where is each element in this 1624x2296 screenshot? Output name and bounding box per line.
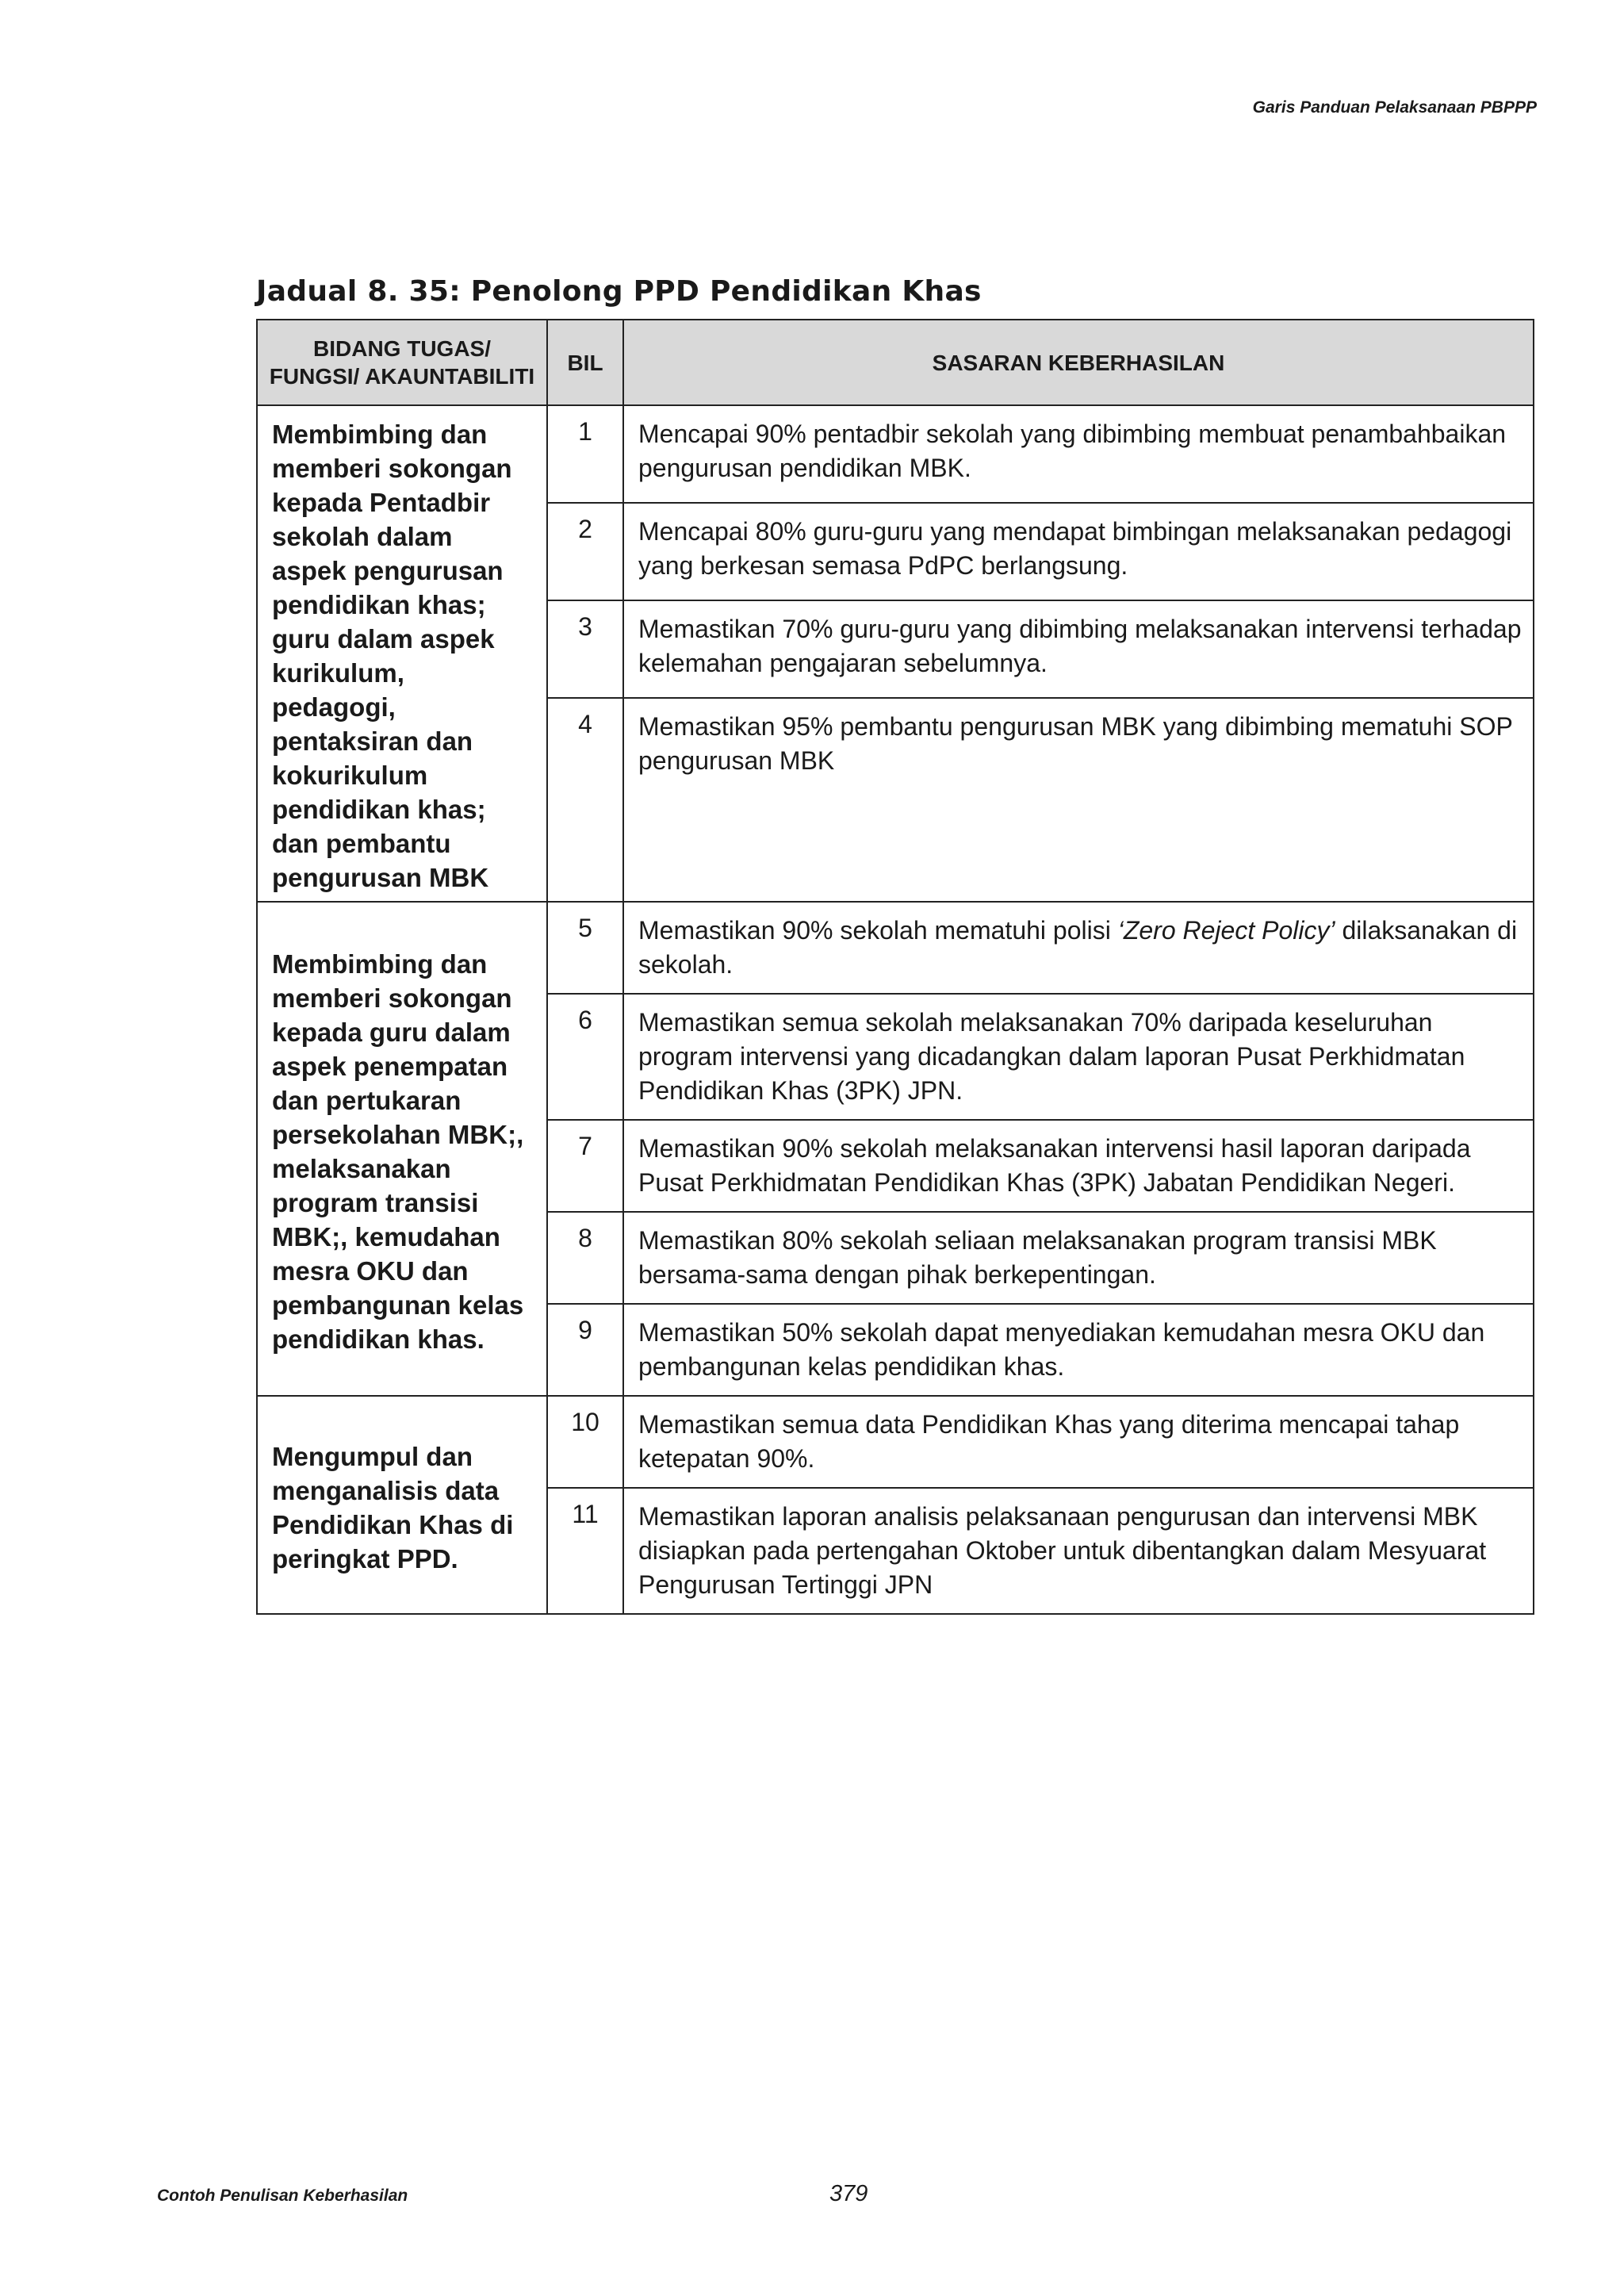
target-cell: Mencapai 90% pentadbir sekolah yang dibimbing membuat penambahbaikan pengurusan pendidikan MBK.: [623, 405, 1534, 503]
bil-cell: 5: [547, 902, 623, 994]
target-cell: Memastikan semua data Pendidikan Khas yang diterima mencapai tahap ketepatan 90%.: [623, 1396, 1534, 1488]
table-row: [257, 405, 1534, 503]
bil-cell: 8: [547, 1212, 623, 1304]
column-header-area: [257, 320, 547, 405]
table-row: [257, 902, 1534, 994]
outcome-table: [256, 319, 1534, 1615]
table-header-row: [257, 320, 1534, 405]
target-cell: Memastikan 50% sekolah dapat menyediakan kemudahan mesra OKU dan pembangunan kelas pendidikan khas.: [623, 1304, 1534, 1396]
target-cell: [623, 902, 1534, 994]
bil-cell: 2: [547, 503, 623, 600]
target-cell: Memastikan 95% pembantu pengurusan MBK yang dibimbing mematuhi SOP pengurusan MBK: [623, 698, 1534, 902]
table-row: [257, 1396, 1534, 1488]
column-header-bil: BIL: [547, 320, 623, 405]
bil-cell: 7: [547, 1120, 623, 1212]
target-cell: Memastikan 90% sekolah melaksanakan intervensi hasil laporan daripada Pusat Perkhidmatan Pendidikan Khas (3PK) Jabatan Pendidikan Negeri.: [623, 1120, 1534, 1212]
table-caption: Jadual 8. 35: Penolong PPD Pendidikan Khas: [256, 275, 982, 308]
bil-cell: 6: [547, 994, 623, 1120]
target-text: dilaksanakan di sekolah.: [638, 916, 1518, 979]
area-cell: Membimbing dan memberi sokongan kepada guru dalam aspek penempatan dan pertukaran persekolahan MBK;, melaksanakan program transisi MBK;, kemudahan mesra OKU dan pembangunan kelas pendidikan khas.: [257, 902, 547, 1396]
bil-cell: 1: [547, 405, 623, 503]
column-header-area-line2: FUNGSI/ AKAUNTABILITI: [269, 364, 535, 389]
footer-section-title: Contoh Penulisan Keberhasilan: [157, 2187, 408, 2205]
target-text: Memastikan 90% sekolah mematuhi polisi: [638, 916, 1118, 945]
target-cell: Memastikan 70% guru-guru yang dibimbing melaksanakan intervensi terhadap kelemahan pengajaran sebelumnya.: [623, 600, 1534, 698]
running-header: Garis Panduan Pelaksanaan PBPPP: [1252, 98, 1537, 117]
target-cell: Memastikan laporan analisis pelaksanaan pengurusan dan intervensi MBK disiapkan pada pertengahan Oktober untuk dibentangkan dalam Mesyuarat Pengurusan Tertinggi JPN: [623, 1488, 1534, 1614]
column-header-target: SASARAN KEBERHASILAN: [623, 320, 1534, 405]
bil-cell: 4: [547, 698, 623, 902]
target-cell: Mencapai 80% guru-guru yang mendapat bimbingan melaksanakan pedagogi yang berkesan semasa PdPC berlangsung.: [623, 503, 1534, 600]
bil-cell: 3: [547, 600, 623, 698]
bil-cell: 9: [547, 1304, 623, 1396]
policy-name: ‘Zero Reject Policy’: [1117, 916, 1335, 945]
bil-cell: 10: [547, 1396, 623, 1488]
area-cell: Membimbing dan memberi sokongan kepada Pentadbir sekolah dalam aspek pengurusan pendidikan khas; guru dalam aspek kurikulum, pedagogi, pentaksiran dan kokurikulum pendidikan khas; dan pembantu pengurusan MBK: [257, 405, 547, 902]
target-cell: Memastikan semua sekolah melaksanakan 70% daripada keseluruhan program intervensi yang dicadangkan dalam laporan Pusat Perkhidmatan Pendidikan Khas (3PK) JPN.: [623, 994, 1534, 1120]
target-cell: Memastikan 80% sekolah seliaan melaksanakan program transisi MBK bersama-sama dengan pihak berkepentingan.: [623, 1212, 1534, 1304]
area-cell: Mengumpul dan menganalisis data Pendidikan Khas di peringkat PPD.: [257, 1396, 547, 1614]
column-header-area-line1: BIDANG TUGAS/: [313, 336, 491, 361]
bil-cell: 11: [547, 1488, 623, 1614]
page-number: 379: [829, 2181, 868, 2206]
